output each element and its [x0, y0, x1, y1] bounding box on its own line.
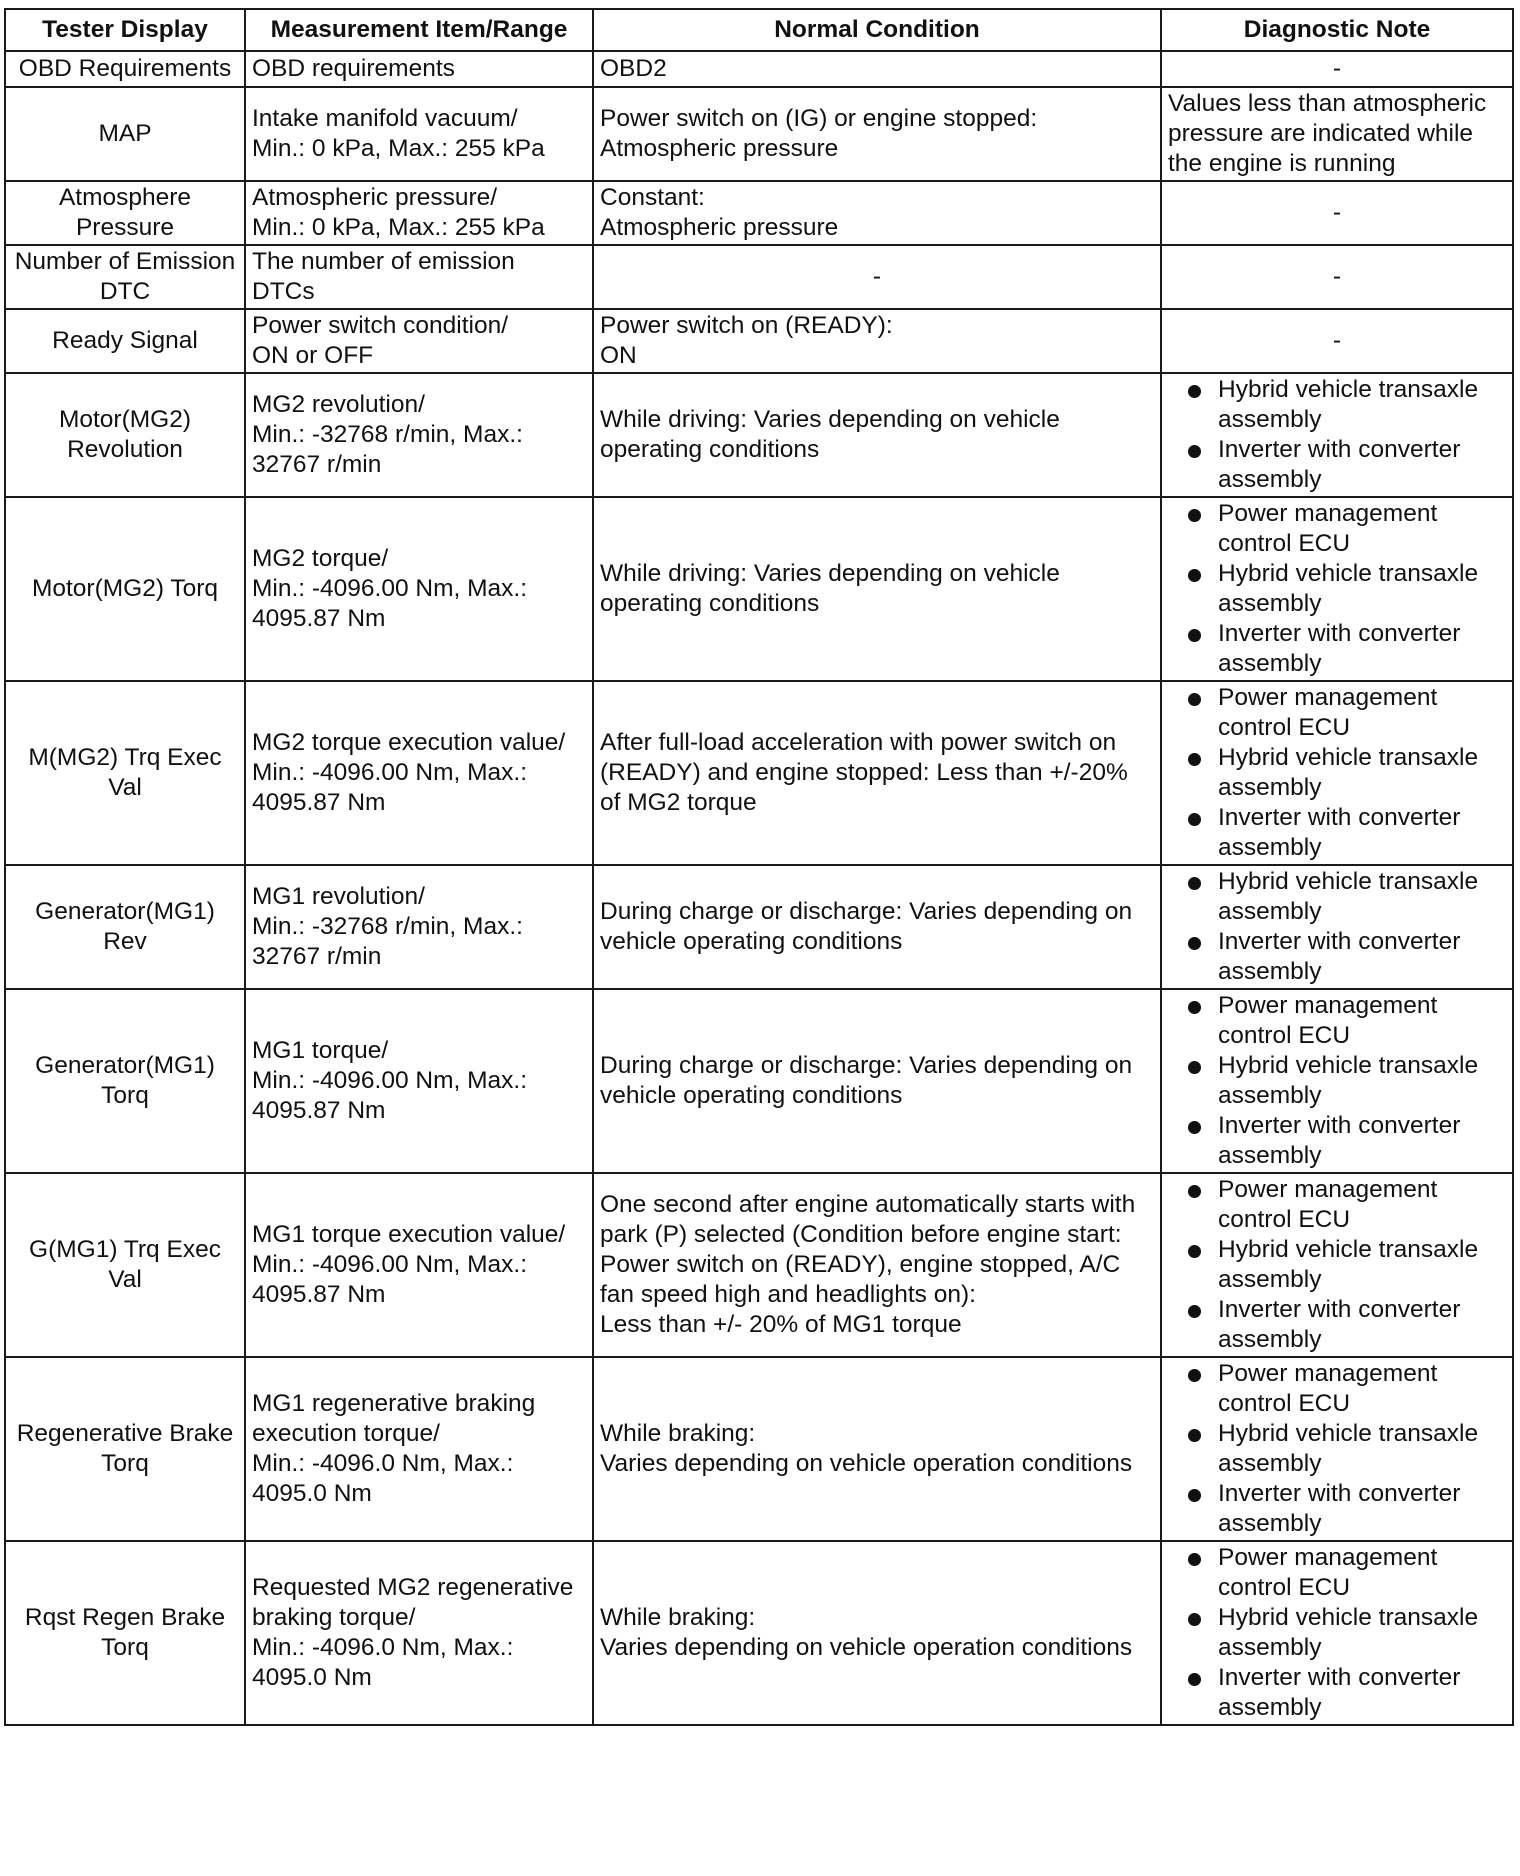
diagnostic-note-list: [1168, 1543, 1506, 1723]
header-normal-condition: Normal Condition: [593, 9, 1161, 51]
cell-diagnostic-note: [1161, 497, 1513, 681]
diagnostic-note-list: [1168, 991, 1506, 1171]
cell-tester-display: Ready Signal: [5, 309, 245, 373]
data-list-table: [4, 8, 1514, 1726]
cell-diagnostic-note: -: [1161, 181, 1513, 245]
header-tester-display: Tester Display: [5, 9, 245, 51]
cell-diagnostic-note: -: [1161, 309, 1513, 373]
cell-normal-condition: OBD2: [593, 51, 1161, 87]
diagnostic-note-item: Power management control ECU: [1168, 991, 1506, 1051]
diagnostic-note-list: [1168, 683, 1506, 863]
diagnostic-note-item: Inverter with converter assembly: [1168, 619, 1506, 679]
table-row: [5, 87, 1513, 181]
cell-tester-display: Generator(MG1) Rev: [5, 865, 245, 989]
table-row: [5, 497, 1513, 681]
cell-normal-condition: While braking: Varies depending on vehicle operation conditions: [593, 1357, 1161, 1541]
diagnostic-note-item: Inverter with converter assembly: [1168, 927, 1506, 987]
header-diagnostic-note: Diagnostic Note: [1161, 9, 1513, 51]
cell-tester-display: MAP: [5, 87, 245, 181]
header-row: [5, 9, 1513, 51]
page: [4, 8, 1514, 1726]
cell-normal-condition: During charge or discharge: Varies depending on vehicle operating conditions: [593, 989, 1161, 1173]
diagnostic-note-item: Inverter with converter assembly: [1168, 803, 1506, 863]
cell-diagnostic-note: [1161, 373, 1513, 497]
cell-tester-display: OBD Requirements: [5, 51, 245, 87]
cell-normal-condition: While driving: Varies depending on vehicle operating conditions: [593, 373, 1161, 497]
cell-diagnostic-note: -: [1161, 51, 1513, 87]
diagnostic-note-item: Hybrid vehicle transaxle assembly: [1168, 867, 1506, 927]
diagnostic-note-list: [1168, 375, 1506, 495]
table-row: [5, 681, 1513, 865]
table-row: [5, 51, 1513, 87]
cell-measurement-item: MG2 revolution/ Min.: -32768 r/min, Max.: 32767 r/min: [245, 373, 593, 497]
cell-measurement-item: Requested MG2 regenerative braking torque/ Min.: -4096.0 Nm, Max.: 4095.0 Nm: [245, 1541, 593, 1725]
cell-measurement-item: MG1 regenerative braking execution torque/ Min.: -4096.0 Nm, Max.: 4095.0 Nm: [245, 1357, 593, 1541]
diagnostic-note-list: [1168, 1175, 1506, 1355]
cell-tester-display: Number of Emission DTC: [5, 245, 245, 309]
table-row: [5, 865, 1513, 989]
cell-tester-display: Regenerative Brake Torq: [5, 1357, 245, 1541]
cell-normal-condition: One second after engine automatically starts with park (P) selected (Condition before engine start: Power switch on (READY), engine stopped, A/C fan speed high and headlights on): Less than +/- 20% of MG1 torque: [593, 1173, 1161, 1357]
table-row: [5, 309, 1513, 373]
table-row: [5, 373, 1513, 497]
diagnostic-note-item: Inverter with converter assembly: [1168, 1663, 1506, 1723]
table-row: [5, 1541, 1513, 1725]
table-row: [5, 1173, 1513, 1357]
cell-measurement-item: OBD requirements: [245, 51, 593, 87]
cell-measurement-item: Power switch condition/ ON or OFF: [245, 309, 593, 373]
cell-diagnostic-note: [1161, 1173, 1513, 1357]
cell-tester-display: Atmosphere Pressure: [5, 181, 245, 245]
diagnostic-note-item: Inverter with converter assembly: [1168, 1295, 1506, 1355]
cell-normal-condition: Power switch on (READY): ON: [593, 309, 1161, 373]
diagnostic-note-item: Hybrid vehicle transaxle assembly: [1168, 1051, 1506, 1111]
diagnostic-note-item: Power management control ECU: [1168, 1175, 1506, 1235]
cell-normal-condition: After full-load acceleration with power switch on (READY) and engine stopped: Less than +/-20% of MG2 torque: [593, 681, 1161, 865]
diagnostic-note-list: [1168, 499, 1506, 679]
table-row: [5, 181, 1513, 245]
diagnostic-note-item: Inverter with converter assembly: [1168, 1111, 1506, 1171]
cell-normal-condition: -: [593, 245, 1161, 309]
cell-tester-display: Generator(MG1) Torq: [5, 989, 245, 1173]
cell-diagnostic-note: -: [1161, 245, 1513, 309]
cell-normal-condition: While driving: Varies depending on vehicle operating conditions: [593, 497, 1161, 681]
cell-normal-condition: Power switch on (IG) or engine stopped: Atmospheric pressure: [593, 87, 1161, 181]
diagnostic-note-item: Hybrid vehicle transaxle assembly: [1168, 559, 1506, 619]
cell-tester-display: Motor(MG2) Revolution: [5, 373, 245, 497]
cell-measurement-item: MG2 torque execution value/ Min.: -4096.00 Nm, Max.: 4095.87 Nm: [245, 681, 593, 865]
diagnostic-note-item: Inverter with converter assembly: [1168, 435, 1506, 495]
cell-normal-condition: Constant: Atmospheric pressure: [593, 181, 1161, 245]
cell-diagnostic-note: [1161, 681, 1513, 865]
cell-normal-condition: During charge or discharge: Varies depending on vehicle operating conditions: [593, 865, 1161, 989]
table-row: [5, 245, 1513, 309]
diagnostic-note-item: Hybrid vehicle transaxle assembly: [1168, 1603, 1506, 1663]
cell-diagnostic-note: [1161, 865, 1513, 989]
cell-tester-display: Rqst Regen Brake Torq: [5, 1541, 245, 1725]
table-row: [5, 989, 1513, 1173]
diagnostic-note-item: Inverter with converter assembly: [1168, 1479, 1506, 1539]
cell-measurement-item: MG1 torque execution value/ Min.: -4096.00 Nm, Max.: 4095.87 Nm: [245, 1173, 593, 1357]
cell-measurement-item: Intake manifold vacuum/ Min.: 0 kPa, Max.: 255 kPa: [245, 87, 593, 181]
diagnostic-note-list: [1168, 1359, 1506, 1539]
cell-measurement-item: MG2 torque/ Min.: -4096.00 Nm, Max.: 4095.87 Nm: [245, 497, 593, 681]
cell-measurement-item: Atmospheric pressure/ Min.: 0 kPa, Max.: 255 kPa: [245, 181, 593, 245]
table-body: [5, 51, 1513, 1725]
diagnostic-note-item: Hybrid vehicle transaxle assembly: [1168, 1419, 1506, 1479]
cell-measurement-item: MG1 revolution/ Min.: -32768 r/min, Max.: 32767 r/min: [245, 865, 593, 989]
cell-normal-condition: While braking: Varies depending on vehicle operation conditions: [593, 1541, 1161, 1725]
cell-measurement-item: MG1 torque/ Min.: -4096.00 Nm, Max.: 4095.87 Nm: [245, 989, 593, 1173]
table-header: [5, 9, 1513, 51]
table-row: [5, 1357, 1513, 1541]
cell-diagnostic-note: [1161, 1541, 1513, 1725]
diagnostic-note-item: Power management control ECU: [1168, 1543, 1506, 1603]
cell-tester-display: Motor(MG2) Torq: [5, 497, 245, 681]
cell-diagnostic-note: [1161, 989, 1513, 1173]
cell-tester-display: G(MG1) Trq Exec Val: [5, 1173, 245, 1357]
diagnostic-note-item: Power management control ECU: [1168, 499, 1506, 559]
cell-diagnostic-note: [1161, 1357, 1513, 1541]
diagnostic-note-item: Power management control ECU: [1168, 1359, 1506, 1419]
diagnostic-note-item: Hybrid vehicle transaxle assembly: [1168, 375, 1506, 435]
diagnostic-note-list: [1168, 867, 1506, 987]
cell-tester-display: M(MG2) Trq Exec Val: [5, 681, 245, 865]
diagnostic-note-item: Power management control ECU: [1168, 683, 1506, 743]
cell-diagnostic-note: Values less than atmospheric pressure are indicated while the engine is running: [1161, 87, 1513, 181]
diagnostic-note-item: Hybrid vehicle transaxle assembly: [1168, 1235, 1506, 1295]
header-measurement-item: Measurement Item/Range: [245, 9, 593, 51]
cell-measurement-item: The number of emission DTCs: [245, 245, 593, 309]
diagnostic-note-item: Hybrid vehicle transaxle assembly: [1168, 743, 1506, 803]
